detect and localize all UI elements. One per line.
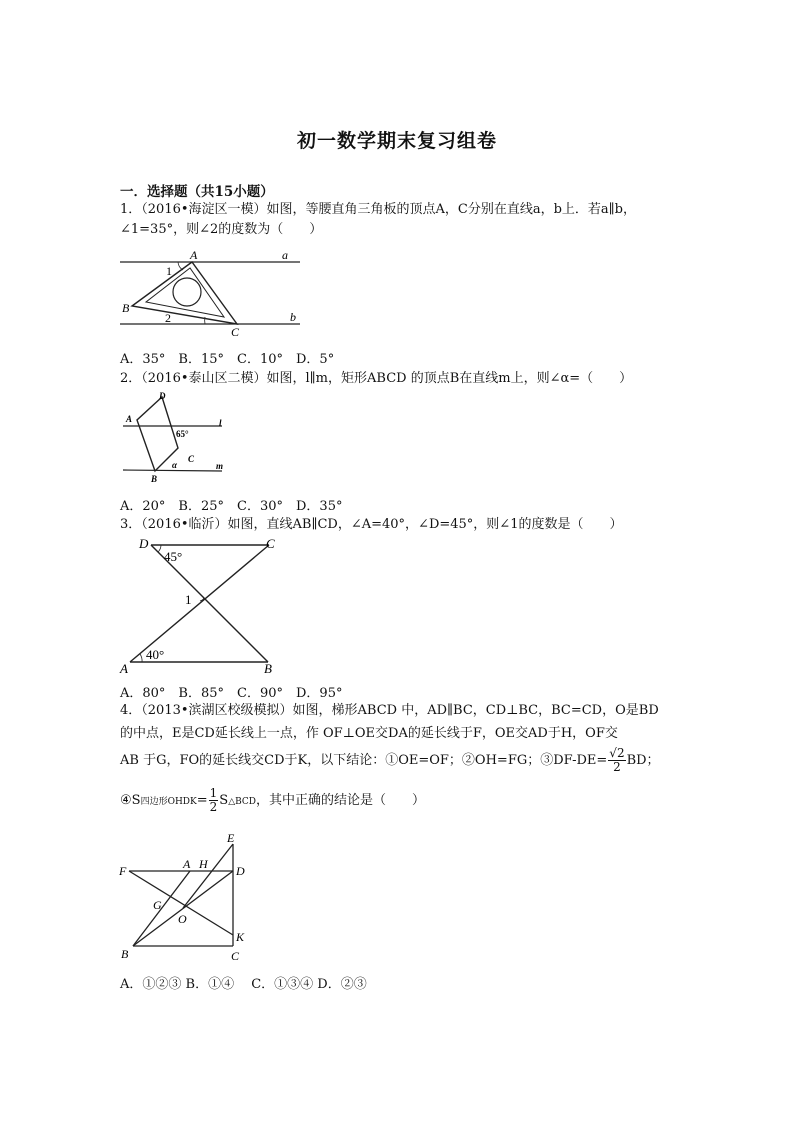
sqrt2-over-2-fraction xyxy=(608,747,625,774)
q1-figure xyxy=(120,248,320,338)
q1-options: A．35° B．15° C．10° D．5° xyxy=(120,352,335,367)
label-K: K xyxy=(236,930,245,944)
ruler-hole xyxy=(173,278,201,306)
angle-d-arc xyxy=(158,545,161,552)
label-l: l xyxy=(219,418,222,428)
label-1: 1 xyxy=(185,592,192,607)
label-C: C xyxy=(188,454,195,464)
q1-stem-line2: ∠1=35°，则∠2的度数为（ ） xyxy=(120,222,323,237)
q3-figure xyxy=(118,535,288,675)
label-B: B xyxy=(151,474,158,484)
q4-line3-text: AB 于G，FO的延长线交CD于K，以下结论：①OE=OF；②OH=FG；③DF-DE= xyxy=(120,753,608,768)
section-heading: 一．选择题（共15小题） xyxy=(120,184,274,200)
q2-figure xyxy=(120,390,230,485)
label-45: 45° xyxy=(164,549,183,564)
label-O: O xyxy=(178,912,187,926)
label-m: m xyxy=(216,461,224,471)
label-F: F xyxy=(119,864,127,878)
q3-stem-line1: 3．（2016•临沂）如图，直线AB∥CD，∠A=40°，∠D=45°，则∠1的度数是（ ） xyxy=(120,517,623,532)
q3-options: A．80° B．85° C．90° D．95° xyxy=(120,686,343,701)
label-B: B xyxy=(122,301,130,315)
q4-line4-tail: ，其中正确的结论是（ ） xyxy=(256,793,426,808)
q4-line4-subscript2: △BCD xyxy=(228,797,256,807)
label-1: 1 xyxy=(166,264,172,278)
label-G: G xyxy=(153,898,162,912)
q4-line4-s2: S xyxy=(219,793,229,808)
label-C: C xyxy=(266,536,275,551)
half-fraction xyxy=(209,787,219,814)
q4-stem-line2: 的中点，E是CD延长线上一点，作 OF⊥OE交DA的延长线于F，OE交AD于H，OF交 xyxy=(120,726,618,741)
label-B: B xyxy=(121,947,129,961)
page-title: 初一数学期末复习组卷 xyxy=(296,130,497,152)
label-B: B xyxy=(264,661,272,676)
label-D: D xyxy=(236,864,245,878)
label-D: D xyxy=(159,391,166,401)
q4-options: A．①②③ B．①④ C．①③④ D．②③ xyxy=(120,977,367,992)
label-E: E xyxy=(227,831,235,845)
q4-line4-equals: = xyxy=(196,793,208,808)
label-A: A xyxy=(126,414,133,424)
q4-stem-line1: 4．（2013•滨湖区校级模拟）如图，梯形ABCD 中，AD∥BC，CD⊥BC，BC=CD，O是BD xyxy=(120,703,659,718)
label-C: C xyxy=(231,325,240,339)
fraction-numerator: 1 xyxy=(209,786,218,800)
label-2: 2 xyxy=(165,311,171,325)
label-H: H xyxy=(199,857,208,871)
q4-stem-line3 xyxy=(120,745,660,777)
q4-figure xyxy=(115,828,265,963)
q4-line4-subscript: 四边形OHDK xyxy=(140,797,197,807)
label-65: 65° xyxy=(176,429,189,439)
fraction-denominator: 2 xyxy=(209,800,218,814)
triangle-abc xyxy=(132,262,237,324)
q4-stem-line4 xyxy=(120,785,425,818)
q4-line3-tail: BD； xyxy=(626,753,660,768)
label-A: A xyxy=(183,857,191,871)
label-A: A xyxy=(190,248,198,262)
label-alpha: α xyxy=(172,460,177,470)
label-C: C xyxy=(231,949,240,963)
label-A: A xyxy=(120,661,128,676)
q1-stem-line1: 1．（2016•海淀区一模）如图，等腰直角三角板的顶点A，C分别在直线a，b上．若a∥b， xyxy=(120,202,637,217)
label-a: a xyxy=(282,248,288,262)
line-m xyxy=(123,470,222,471)
q2-options: A．20° B．25° C．30° D．35° xyxy=(120,499,343,514)
q2-stem-line1: 2．（2016•泰山区二模）如图，l∥m，矩形ABCD 的顶点B在直线m上，则∠α=（ ） xyxy=(120,371,633,386)
triangle-inner xyxy=(146,268,224,317)
label-D: D xyxy=(139,536,149,551)
fraction-denominator: 2 xyxy=(613,760,621,774)
q4-line4-s: ④S xyxy=(120,793,141,808)
label-40: 40° xyxy=(146,647,165,662)
angle-a-arc xyxy=(140,654,142,662)
fraction-numerator: √2 xyxy=(609,746,625,760)
label-b: b xyxy=(290,310,296,324)
segment-ac xyxy=(130,545,269,662)
